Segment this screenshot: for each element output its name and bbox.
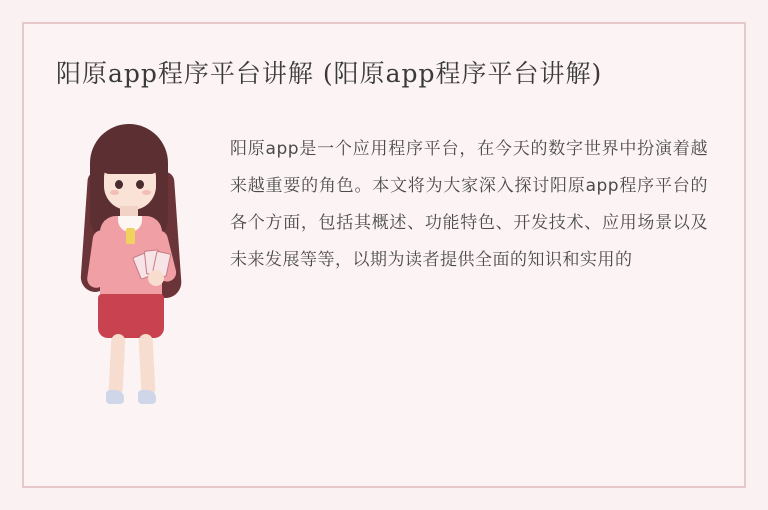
necktie-icon bbox=[126, 228, 135, 244]
article-body-area bbox=[56, 114, 712, 418]
leg-right-icon bbox=[138, 334, 155, 397]
page-title: 阳原app程序平台讲解 (阳原app程序平台讲解) bbox=[56, 59, 603, 88]
blush-right-icon bbox=[142, 190, 151, 195]
eye-left-icon bbox=[115, 180, 123, 189]
shoe-left-icon bbox=[106, 390, 124, 404]
eye-right-icon bbox=[136, 180, 144, 189]
shoe-right-icon bbox=[138, 390, 156, 404]
hair-bangs-icon bbox=[98, 140, 162, 174]
article-content bbox=[22, 22, 746, 488]
hand-icon bbox=[148, 270, 164, 286]
blush-left-icon bbox=[110, 190, 119, 195]
skirt-icon bbox=[98, 294, 164, 338]
article-paragraph: 阳原app是一个应用程序平台，在今天的数字世界中扮演着越来越重要的角色。本文将为大家深入探讨阳原app程序平台的各个方面，包括其概述、功能特色、开发技术、应用场景以及未来发展等等，以期为读者提供全面的知识和实用的 bbox=[230, 139, 708, 270]
leg-left-icon bbox=[108, 334, 125, 397]
anime-girl-illustration bbox=[64, 118, 214, 418]
